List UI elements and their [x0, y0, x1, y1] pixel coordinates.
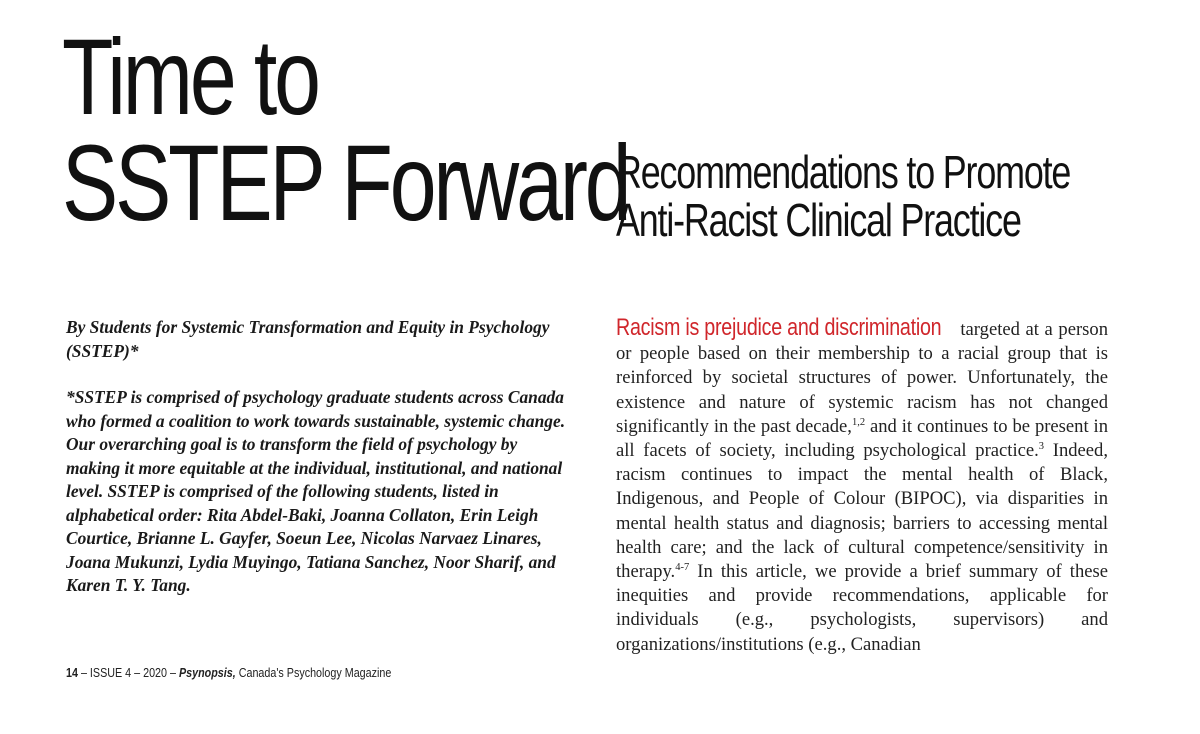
body-text-1: targeted at a person or people based on their membership to a racial group that is reinforced by societal structures of power. Unfortunately, the existence and nature of systemic racism has not changed significantly in the past decade,	[616, 319, 1108, 437]
author-column	[66, 316, 566, 598]
reference-1-2: 1,2	[851, 416, 866, 428]
subtitle-line-1: Recommendations to Promote	[616, 146, 1071, 198]
title-line-1: Time to	[62, 16, 318, 137]
subtitle-line-2: Anti-Racist Clinical Practice	[616, 194, 1021, 246]
body-text-4: In this article, we provide a brief summary of these inequities and provide recommendations, applicable for individuals (e.g., psychologists, supervisors) and organizations/institutions (e.g., Canadian	[616, 561, 1108, 655]
byline: By Students for Systemic Transformation and Equity in Psychology (SSTEP)*	[66, 317, 550, 361]
page-number: 14	[66, 666, 78, 680]
reference-4-7: 4-7	[675, 562, 690, 574]
body-column	[616, 316, 1108, 657]
page-footer	[66, 666, 391, 680]
reference-3: 3	[1038, 441, 1045, 453]
body-paragraph	[616, 316, 1108, 657]
body-text-2: and it continues to be present in all facets of society, including psychological practice.	[616, 415, 1108, 462]
author-footnote: *SSTEP is comprised of psychology graduate students across Canada who formed a coalition to work towards sustainable, systemic change. Our overarching goal is to transform the field of psychology by making it more equitable at the individual, institutional, and national level. SSTEP is comprised of the following students, listed in alphabetical order: Rita Abdel-Baki, Joanna Collaton, Erin Leigh Courtice, Brianne L. Gayfer, Soeun Lee, Nicolas Narvaez Linares, Joana Mukunzi, Lydia Muyingo, Tatiana Sanchez, Noor Sharif, and Karen T. Y. Tang.	[66, 387, 566, 595]
body-text-3: Indeed, racism continues to impact the mental health of Black, Indigenous, and People of Colour (BIPOC), via disparities in mental health status and diagnosis; barriers to accessing mental health care; and the lack of cultural competence/sensitivity in therapy.	[616, 440, 1108, 583]
magazine-name: Psynopsis,	[178, 666, 236, 680]
title-line-2: SSTEP Forward	[62, 122, 629, 243]
lead-in-text: Racism is prejudice and discrimination	[616, 314, 942, 341]
article-subtitle	[616, 148, 1070, 244]
magazine-tagline: Canada's Psychology Magazine	[235, 666, 392, 680]
issue-info: – ISSUE 4 – 2020 –	[77, 666, 179, 680]
